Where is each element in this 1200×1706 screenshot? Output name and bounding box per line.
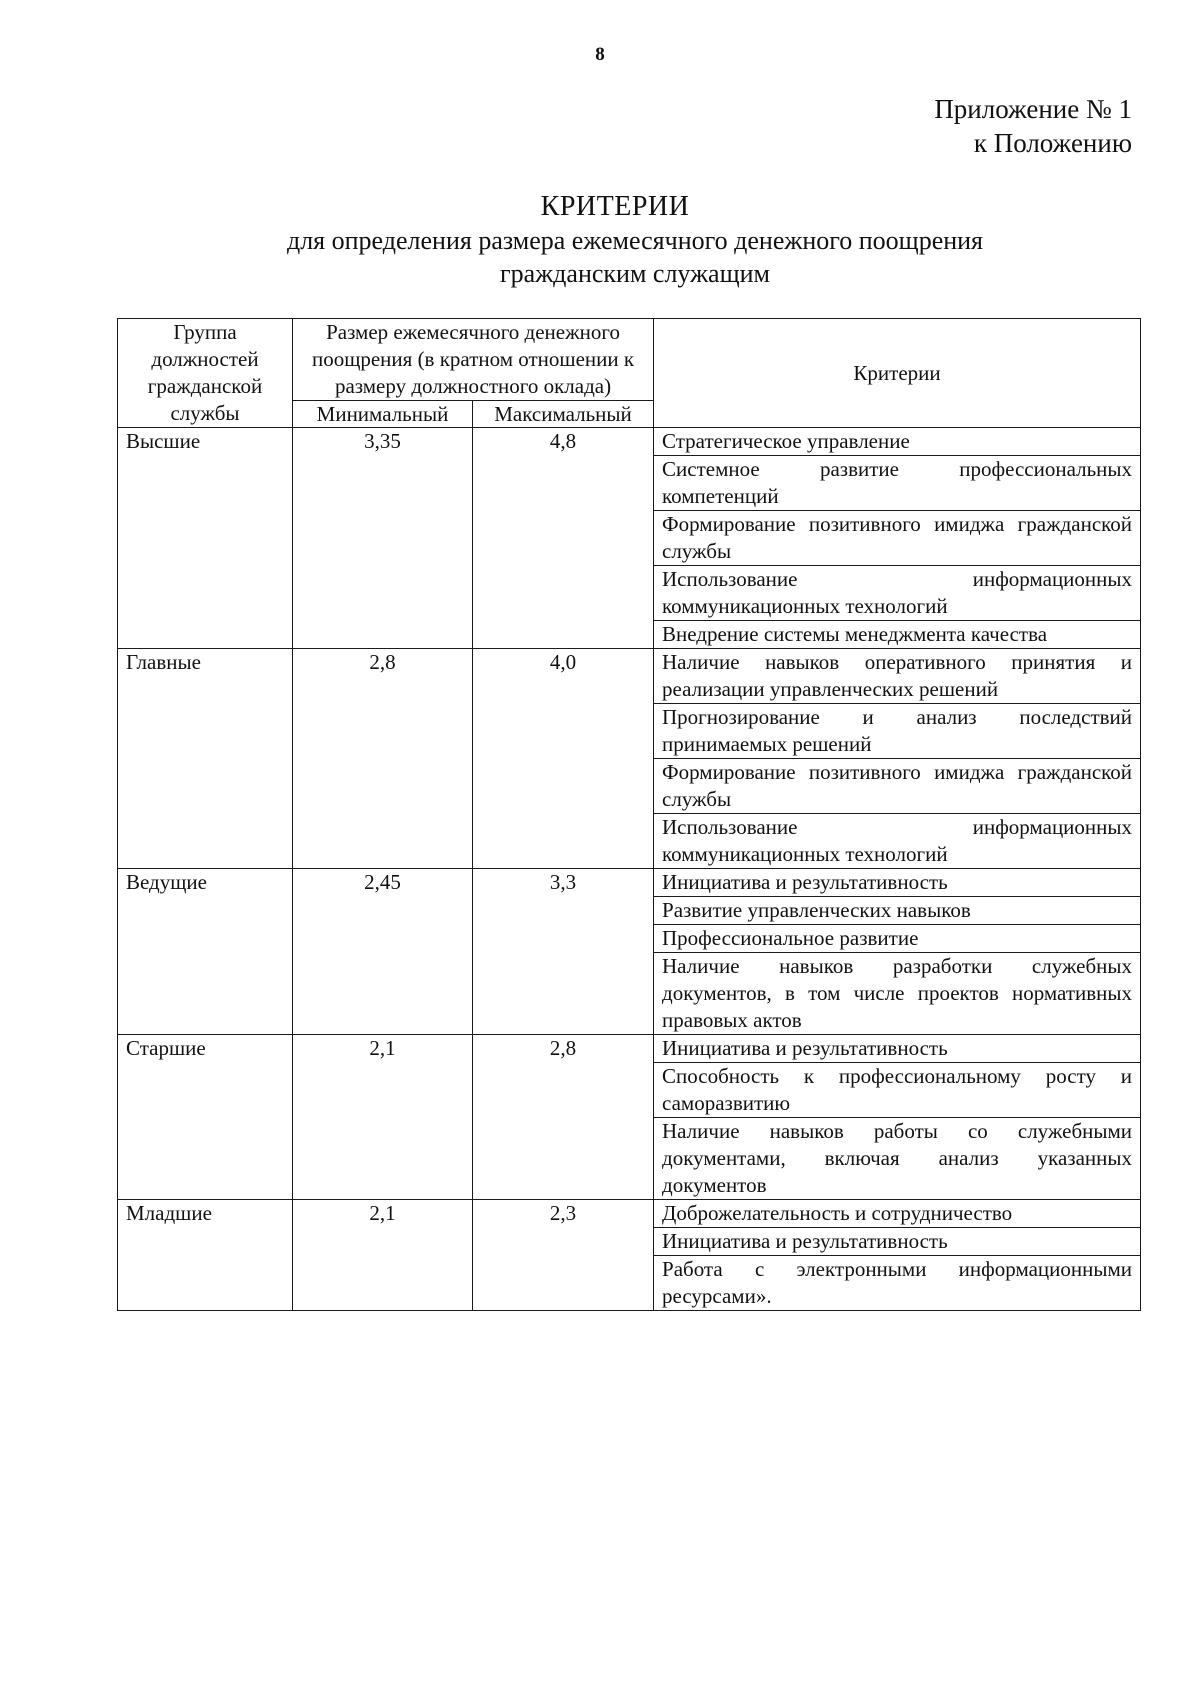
criterion: Системное развитие профессиональных компетенций: [654, 456, 1141, 511]
max-value: 3,3: [473, 869, 654, 1035]
table-row: [118, 1035, 1141, 1063]
criterion: Работа с электронными информационными ресурсами».: [654, 1256, 1141, 1311]
criterion: Внедрение системы менеджмента качества: [654, 621, 1141, 649]
header-criteria: Критерии: [654, 319, 1141, 428]
table-row: [118, 428, 1141, 456]
criterion: Инициатива и результативность: [654, 869, 1141, 897]
appendix-line-2: к Положению: [973, 128, 1132, 158]
max-value: 2,8: [473, 1035, 654, 1200]
table-row: [118, 649, 1141, 704]
header-min: Минимальный: [293, 401, 473, 428]
criterion: Инициатива и результативность: [654, 1228, 1141, 1256]
criterion: Формирование позитивного имиджа гражданской службы: [654, 511, 1141, 566]
max-value: 4,8: [473, 428, 654, 649]
criterion: Наличие навыков разработки служебных документов, в том числе проектов нормативных правовых актов: [654, 953, 1141, 1035]
min-value: 2,8: [293, 649, 473, 869]
document-subtitle-line-1: для определения размера ежемесячного денежного поощрения: [286, 226, 984, 255]
criterion: Способность к профессиональному росту и саморазвитию: [654, 1063, 1141, 1118]
criterion: Формирование позитивного имиджа гражданской службы: [654, 759, 1141, 814]
document-subtitle-line-2: гражданским служащим: [500, 259, 770, 288]
appendix-line-1: Приложение № 1: [934, 94, 1132, 124]
page-number: 8: [595, 44, 605, 65]
table-row: [118, 869, 1141, 897]
max-value: 4,0: [473, 649, 654, 869]
group-name: Младшие: [118, 1200, 293, 1311]
criterion: Доброжелательность и сотрудничество: [654, 1200, 1141, 1228]
title-block: [0, 190, 1200, 290]
group-name: Старшие: [118, 1035, 293, 1200]
header-group: Группа должностей гражданской службы: [118, 319, 293, 428]
header-size: Размер ежемесячного денежного поощрения (в кратном отношении к размеру должностного оклада): [293, 319, 654, 401]
min-value: 2,1: [293, 1200, 473, 1311]
criterion: Прогнозирование и анализ последствий принимаемых решений: [654, 704, 1141, 759]
criterion: Инициатива и результативность: [654, 1035, 1141, 1063]
min-value: 2,1: [293, 1035, 473, 1200]
criterion: Наличие навыков работы со служебными документами, включая анализ указанных документов: [654, 1118, 1141, 1200]
table-row: [118, 1200, 1141, 1228]
criterion: Наличие навыков оперативного принятия и реализации управленческих решений: [654, 649, 1141, 704]
group-name: Ведущие: [118, 869, 293, 1035]
criterion: Использование информационных коммуникационных технологий: [654, 566, 1141, 621]
min-value: 3,35: [293, 428, 473, 649]
criteria-table: [117, 318, 1141, 1311]
header-max: Максимальный: [473, 401, 654, 428]
criterion: Использование информационных коммуникационных технологий: [654, 814, 1141, 869]
header-row: [118, 319, 1141, 401]
criterion: Профессиональное развитие: [654, 925, 1141, 953]
appendix-reference: [934, 92, 1132, 160]
criterion: Развитие управленческих навыков: [654, 897, 1141, 925]
group-name: Высшие: [118, 428, 293, 649]
criterion: Стратегическое управление: [654, 428, 1141, 456]
max-value: 2,3: [473, 1200, 654, 1311]
document-title: КРИТЕРИИ: [540, 191, 690, 222]
min-value: 2,45: [293, 869, 473, 1035]
group-name: Главные: [118, 649, 293, 869]
